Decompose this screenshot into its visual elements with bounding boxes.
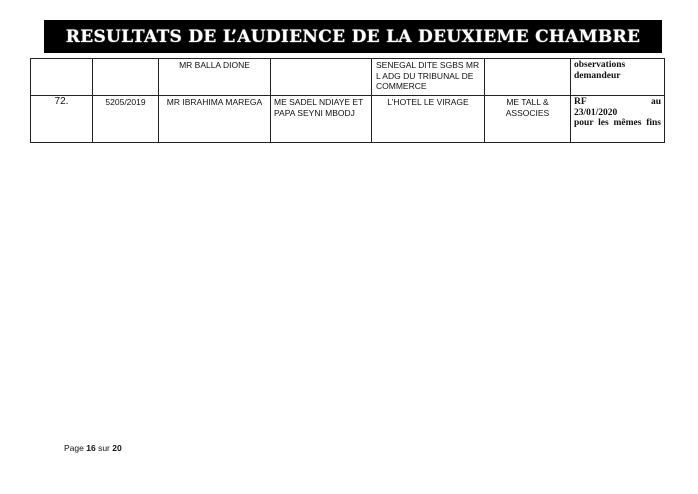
- total-pages-number: 20: [112, 443, 122, 453]
- plaintiff: MR BALLA DIONE: [159, 59, 271, 96]
- decision: [571, 96, 665, 143]
- defendant: L’HOTEL LE VIRAGE: [372, 96, 485, 143]
- case-number: [93, 59, 159, 96]
- page-title: RESULTATS DE L’AUDIENCE DE LA DEUXIEME CHAMBRE: [65, 26, 641, 47]
- decision-line: observations: [574, 60, 626, 70]
- page-separator: sur: [98, 443, 110, 453]
- plaintiff-counsel: [271, 59, 372, 96]
- defendant-counsel: ME TALL & ASSOCIES: [485, 96, 571, 143]
- decision-line: pour les mêmes fins: [574, 118, 661, 128]
- page-footer: [64, 443, 122, 453]
- current-page-number: 16: [86, 443, 96, 453]
- page-label: Page: [64, 443, 84, 453]
- decision: [571, 59, 665, 96]
- defendant: SENEGAL DITE SGBS MR L ADG DU TRIBUNAL DE COMMERCE: [372, 59, 485, 96]
- plaintiff: MR IBRAHIMA MAREGA: [159, 96, 271, 143]
- plaintiff-counsel: ME SADEL NDIAYE ET PAPA SEYNI MBODJ: [271, 96, 372, 143]
- decision-line: demandeur: [574, 70, 621, 81]
- results-table: [30, 58, 665, 143]
- decision-line: 23/01/2020: [574, 107, 618, 118]
- row-number: 72.: [31, 96, 93, 143]
- row-number: [31, 59, 93, 96]
- defendant-counsel: [485, 59, 571, 96]
- table-row: [31, 96, 665, 143]
- table-row: [31, 59, 665, 96]
- case-number: 5205/2019: [93, 96, 159, 143]
- page-title-banner: [44, 20, 662, 53]
- decision-line: RF au: [574, 97, 661, 107]
